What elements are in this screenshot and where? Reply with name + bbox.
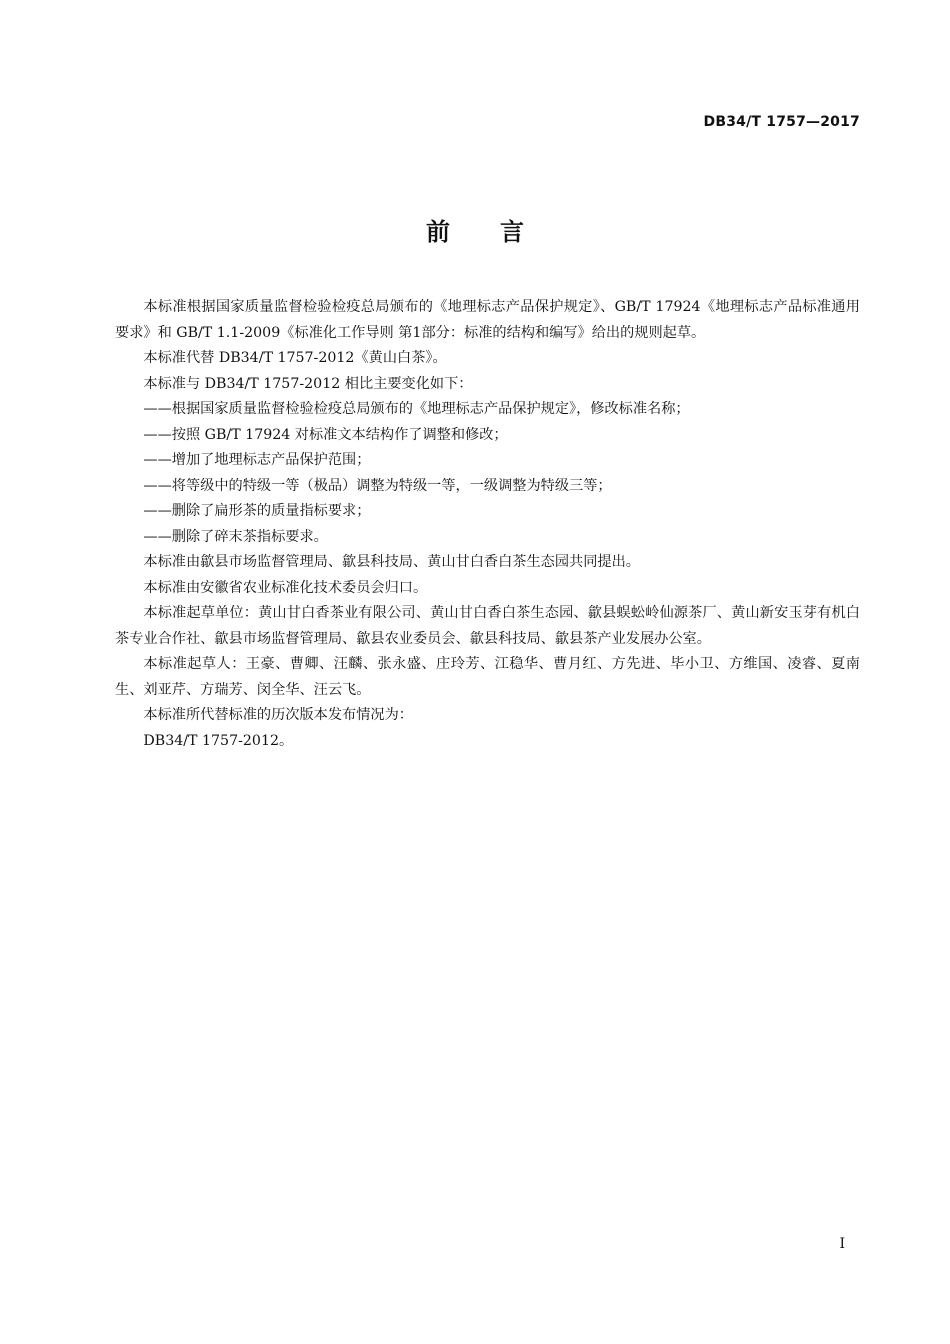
page-number: I [839,1236,845,1252]
page-title [0,212,950,247]
paragraph-drafters: 本标准起草人：王豪、曹卿、汪麟、张永盛、庄玲芳、江稳华、曹月红、方先进、毕小卫、方维国、凌睿、夏南生、刘亚芹、方瑞芳、闵全华、汪云飞。 [115,656,860,698]
paragraph-history-version: DB34/T 1757-2012。 [143,732,294,749]
paragraph-centralized-by: 本标准由安徽省农业标准化技术委员会归口。 [143,579,428,596]
paragraph-changes-intro: 本标准与 DB34/T 1757-2012 相比主要变化如下： [143,375,473,392]
paragraph-drafting-units: 本标准起草单位：黄山甘白香茶业有限公司、黄山甘白香白茶生态园、歙县蜈蚣岭仙源茶厂、黄山新安玉芽有机白茶专业合作社、歙县市场监督管理局、歙县农业委员会、歙县科技局、歙县茶产业发展办公室。 [115,605,860,647]
paragraph-basis: 本标准根据国家质量监督检验检疫总局颁布的《地理标志产品保护规定》、GB/T 17924《地理标志产品标准通用要求》和 GB/T 1.1-2009《标准化工作导则 第1部分：标准的结构和编写》给出的规则起草。 [115,299,860,341]
paragraph-replaces: 本标准代替 DB34/T 1757-2012《黄山白茶》。 [143,350,447,366]
document-code: DB34/T 1757—2017 [703,114,860,130]
change-item: ——根据国家质量监督检验检疫总局颁布的《地理标志产品保护规定》，修改标准名称； [143,401,690,417]
title-char-2: 言 [500,218,524,246]
paragraph-proposed-by: 本标准由歙县市场监督管理局、歙县科技局、黄山甘白香白茶生态园共同提出。 [143,554,640,570]
change-item: ——增加了地理标志产品保护范围； [143,452,371,468]
foreword-body [115,295,860,754]
change-item: ——按照 GB/T 17924 对标准文本结构作了调整和修改； [143,426,508,443]
change-item: ——将等级中的特级一等（极品）调整为特级一等，一级调整为特级三等； [143,477,612,494]
change-item: ——删除了扁形茶的质量指标要求； [143,503,371,519]
paragraph-history-intro: 本标准所代替标准的历次版本发布情况为： [143,707,413,723]
change-item: ——删除了碎末茶指标要求。 [143,528,328,545]
title-char-1: 前 [426,218,450,246]
